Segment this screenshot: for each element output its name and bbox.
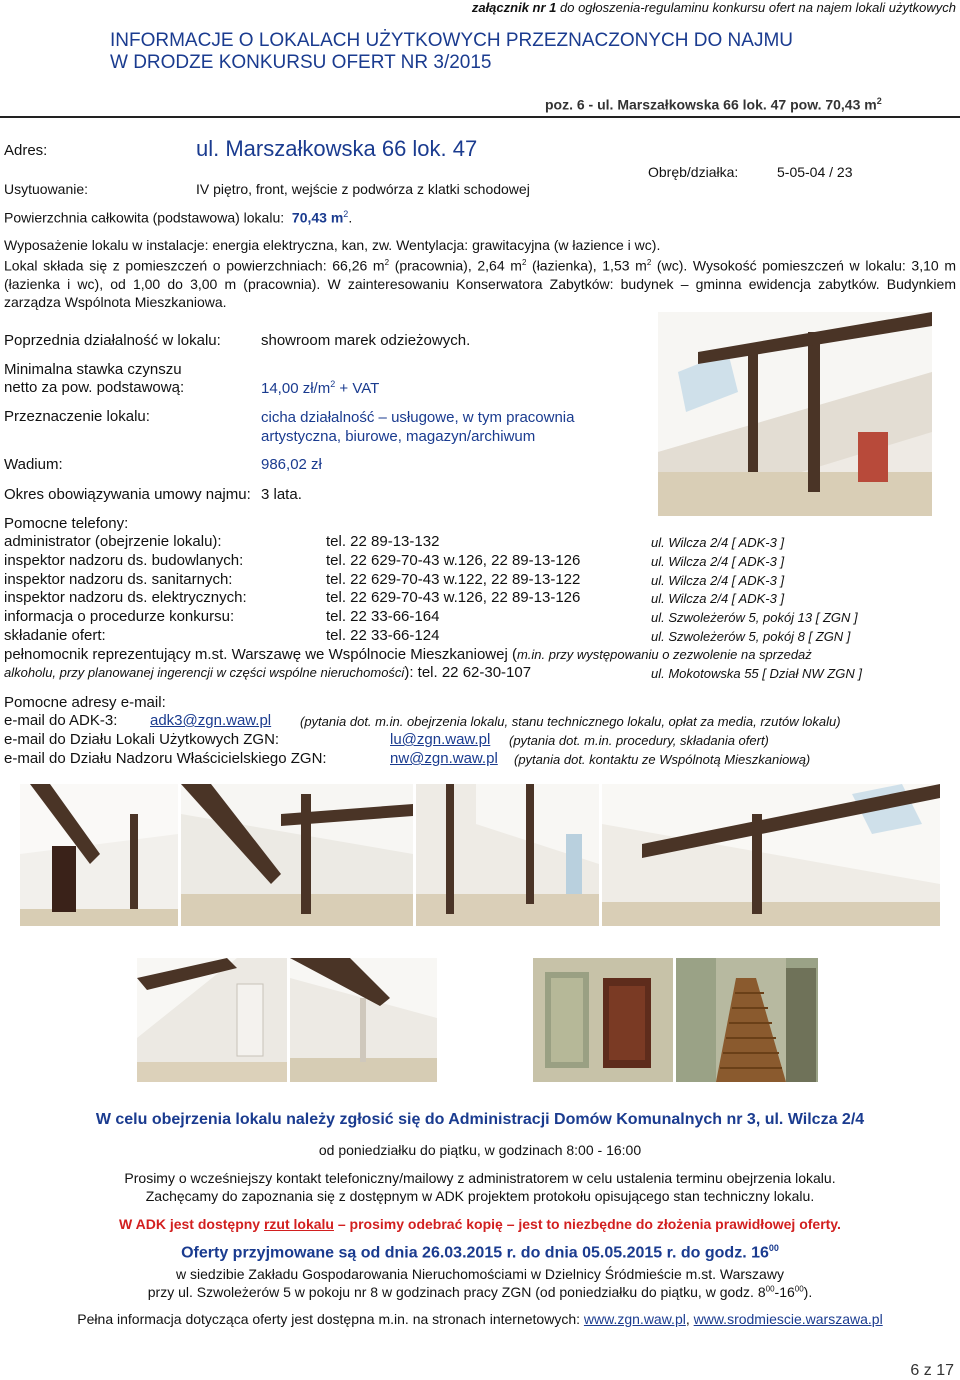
proxy-line-1 [4, 646, 812, 663]
plan-notice [0, 1216, 960, 1232]
area-label: Powierzchnia całkowita (podstawowa) lokalu: [4, 209, 285, 226]
phone-addr: ul. Wilcza 2/4 [ ADK-3 ] [651, 535, 785, 550]
equipment-text: Wyposażenie lokalu w instalacje: energia elektryczna, kan, zw. Wentylacja: grawitacyjna (w łazience i wc). [4, 237, 661, 253]
location-value: IV piętro, front, wejście z podwórza z klatki schodowej [196, 181, 530, 197]
phone-tel: tel. 22 89-13-132 [326, 533, 440, 550]
phone-role: inspektor nadzoru ds. elektrycznych: [4, 589, 247, 606]
term-value: 3 lata. [261, 486, 302, 503]
rooms-p1: Lokal składa się z pomieszczeń o powierzchniach: 66,26 m [4, 257, 385, 274]
position-sup: 2 [876, 96, 882, 106]
offers-text: Oferty przyjmowane są od dnia 26.03.2015 r. do dnia 05.05.2015 r. do godz. 16 [181, 1244, 769, 1262]
phone-role: inspektor nadzoru ds. sanitarnych: [4, 571, 233, 588]
email-note: (pytania dot. m.in. obejrzenia lokalu, stanu technicznego lokalu, opłat za media, rzutów lokalu) [300, 714, 841, 729]
rooms-p3: (łazienka), 1,53 m [526, 257, 647, 274]
photo-staircase [676, 958, 818, 1082]
email-link-lu[interactable]: lu@zgn.waw.pl [390, 731, 491, 748]
proxy-addr: ul. Mokotowska 55 [ Dział NW ZGN ] [651, 666, 862, 681]
email-note: (pytania dot. m.in. procedury, składania ofert) [509, 733, 769, 748]
purpose-value-1: cicha działalność – usługowe, w tym pracownia [261, 409, 575, 426]
phone-tel: tel. 22 629-70-43 w.122, 22 89-13-122 [326, 571, 581, 588]
phones-title: Pomocne telefony: [4, 515, 129, 532]
annex-note [472, 0, 956, 15]
phone-tel: tel. 22 33-66-124 [326, 627, 440, 644]
phone-addr: ul. Szwoleżerów 5, pokój 8 [ ZGN ] [651, 629, 851, 644]
link-zgn[interactable]: www.zgn.waw.pl [583, 1311, 686, 1327]
location-label: Usytuowanie: [4, 181, 89, 197]
info-text: Pełna informacja dotycząca oferty jest dostępna m.in. na stronach internetowych: [77, 1311, 584, 1327]
seat-2b: -16 [774, 1284, 795, 1300]
hours-text: od poniedziałku do piątku, w godzinach 8:00 - 16:00 [318, 1142, 642, 1158]
proxy-2b: ): tel. 22 62-30-107 [404, 664, 532, 681]
photo-bathroom [137, 958, 287, 1082]
offers-sup: 00 [768, 1243, 779, 1253]
phone-role: informacja o procedurze konkursu: [4, 608, 235, 625]
phone-tel: tel. 22 629-70-43 w.126, 22 89-13-126 [326, 552, 581, 569]
seat-sup-2: 00 [794, 1284, 804, 1294]
photo-doors [533, 958, 673, 1082]
purpose-value [261, 408, 574, 446]
photo-hall-door [20, 784, 178, 926]
seat-text-2 [0, 1284, 960, 1300]
proxy-1a: pełnomocnik reprezentujący m.st. Warszawę we Wspólnocie Mieszkaniowej ( [4, 646, 517, 663]
rent-value-2: + VAT [335, 380, 380, 397]
seat-2a: przy ul. Szwoleżerów 5 w pokoju nr 8 w godzinach pracy ZGN (od poniedziałku do piątku, w godz. 8 [147, 1284, 766, 1300]
rooms-sup3: 2 [646, 258, 652, 267]
phone-role: inspektor nadzoru ds. budowlanych: [4, 552, 244, 569]
seat-2c: ). [803, 1284, 813, 1300]
rent-sup: 2 [330, 379, 336, 389]
position-label [545, 96, 882, 113]
page-title [110, 30, 793, 74]
email-link-nw[interactable]: nw@zgn.waw.pl [390, 750, 498, 767]
proxy-2a: alkoholu, przy planowanej ingerencji w części wspólne nieruchomości [4, 665, 405, 680]
email-label: e-mail do ADK-3: [4, 712, 118, 729]
position-text: poz. 6 - ul. Marszałkowska 66 lok. 47 pow. 70,43 m [545, 96, 877, 113]
photo-beams [181, 784, 413, 926]
title-line-1: INFORMACJE O LOKALACH UŻYTKOWYCH PRZEZNACZONYCH DO NAJMU [110, 30, 793, 51]
phone-addr: ul. Szwoleżerów 5, pokój 13 [ ZGN ] [651, 610, 858, 625]
rent-label-1: Minimalna stawka czynszu [4, 361, 182, 378]
phone-addr: ul. Wilcza 2/4 [ ADK-3 ] [651, 554, 785, 569]
offers-deadline [0, 1243, 960, 1262]
plot-label: Obręb/działka: [648, 164, 739, 180]
area-sup: 2 [343, 209, 349, 219]
seat-sup-1: 00 [765, 1284, 775, 1294]
plan-notice-a: W ADK jest dostępny [119, 1216, 264, 1232]
phone-tel: tel. 22 629-70-43 w.126, 22 89-13-126 [326, 589, 581, 606]
photo-main [658, 312, 932, 516]
email-label: e-mail do Działu Lokali Użytkowych ZGN: [4, 731, 280, 748]
rent-label-2: netto za pow. podstawową: [4, 379, 185, 396]
annex-rest: do ogłoszenia-regulaminu konkursu ofert na najem lokali użytkowych [556, 0, 956, 15]
phone-role: administrator (obejrzenie lokalu): [4, 533, 222, 550]
visit-text: W celu obejrzenia lokalu należy zgłosić się do Administracji Domów Komunalnych nr 3, ul. Wilcza 2/4 [95, 1111, 865, 1128]
email-label: e-mail do Działu Nadzoru Właścicielskiego ZGN: [4, 750, 327, 767]
info-line [0, 1311, 960, 1327]
photo-window-room [416, 784, 599, 926]
proxy-1b: m.in. przy występowaniu o zezwolenie na sprzedaż [516, 647, 812, 662]
purpose-value-2: artystyczna, biurowe, magazyn/archiwum [261, 428, 536, 445]
header-divider [0, 116, 960, 118]
address-value: ul. Marszałkowska 66 lok. 47 [196, 136, 478, 161]
deposit-label: Wadium: [4, 456, 63, 473]
ask-text-2: Zachęcamy do zapoznania się z dostępnym w ADK projektem protokołu opisującego stan techniczny lokalu. [145, 1188, 815, 1204]
phone-role: składanie ofert: [4, 627, 106, 644]
title-line-2: W DRODZE KONKURSU OFERT NR 3/2015 [110, 52, 492, 73]
annex-title: załącznik nr 1 [471, 0, 557, 15]
email-note: (pytania dot. kontaktu ze Wspólnotą Mieszkaniową) [514, 752, 811, 767]
email-link-adk[interactable]: adk3@zgn.waw.pl [150, 712, 272, 729]
rent-value-1: 14,00 zł/m [261, 380, 331, 397]
deposit-value: 986,02 zł [261, 456, 322, 473]
phone-addr: ul. Wilcza 2/4 [ ADK-3 ] [651, 591, 785, 606]
purpose-label: Przeznaczenie lokalu: [4, 408, 150, 425]
rooms-sup2: 2 [521, 258, 527, 267]
rent-value [261, 379, 379, 397]
area-line [4, 209, 352, 226]
link-srodmiescie[interactable]: www.srodmiescie.warszawa.pl [693, 1311, 883, 1327]
phone-addr: ul. Wilcza 2/4 [ ADK-3 ] [651, 573, 785, 588]
rooms-p4: (wc). Wysokość pomieszczeń w lokalu: 3,10 m (łazienka i wc), od 1,00 do 3,00 m (pracownia). W zainteresowaniu Konserwatora Zabytków: budynek – gminna ewidencja zabytków. Budynkiem zarządza Wspólnota Mieszkaniowa. [4, 257, 956, 310]
term-label: Okres obowiązywania umowy najmu: [4, 486, 251, 503]
info-sep: , [685, 1311, 694, 1327]
plan-notice-c: – prosimy odebrać kopię – jest to niezbędne do złożenia prawidłowej oferty. [333, 1216, 841, 1232]
area-end: . [348, 209, 353, 226]
emails-title: Pomocne adresy e-mail: [4, 694, 166, 711]
area-value: 70,43 m [291, 209, 344, 226]
rooms-description [4, 254, 956, 311]
prev-label: Poprzednia działalność w lokalu: [4, 332, 221, 349]
photo-skylight [602, 784, 940, 926]
phone-tel: tel. 22 33-66-164 [326, 608, 440, 625]
rooms-p2: (pracownia), 2,64 m [389, 257, 522, 274]
rooms-sup1: 2 [384, 258, 390, 267]
plot-value: 5-05-04 / 23 [777, 164, 853, 180]
address-label: Adres: [4, 142, 48, 159]
photo-corner [290, 958, 437, 1082]
prev-value: showroom marek odzieżowych. [261, 332, 471, 349]
proxy-line-2 [4, 664, 531, 681]
page-number: 6 z 17 [910, 1362, 954, 1379]
seat-text-1: w siedzibie Zakładu Gospodarowania Nieruchomościami w Dzielnicy Śródmieście m.st. Warszawy [176, 1266, 784, 1282]
ask-text-1: Prosimy o wcześniejszy kontakt telefoniczny/mailowy z administratorem w celu ustalenia terminu obejrzenia lokalu. [124, 1170, 836, 1186]
plan-notice-link: rzut lokalu [263, 1216, 334, 1232]
